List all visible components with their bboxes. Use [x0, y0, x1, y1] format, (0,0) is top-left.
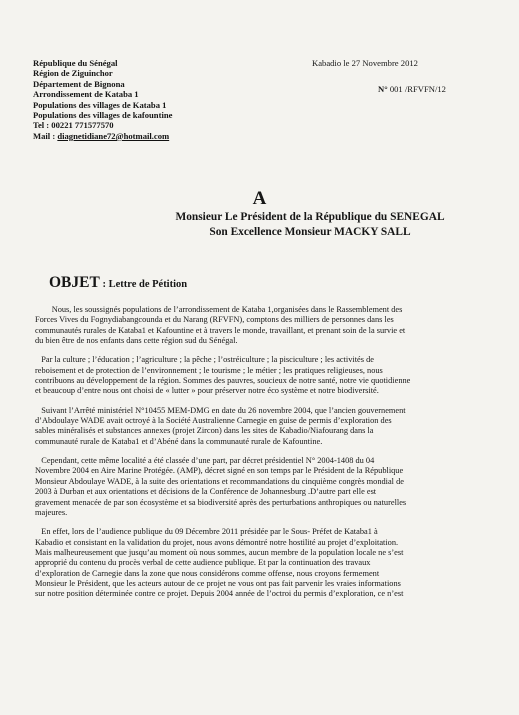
recipient-a: A — [252, 188, 267, 209]
sender-mail — [33, 131, 172, 141]
letter-date: Kabadio le 27 Novembre 2012 — [312, 58, 418, 68]
body-line: communauté rurale de Kataba1 et d’Abéné dans la communauté rurale de Kafountine. — [35, 436, 323, 446]
mail-label: Mail : — [33, 130, 58, 141]
recipient-line-2: Son Excellence Monsieur MACKY SALL — [209, 225, 411, 238]
reference-number: 001 /RFVFN/12 — [389, 84, 446, 94]
sender-phone: Tel : 00221 771577570 — [33, 120, 114, 131]
body-line: Monsieur le Président, que les acteurs autour de ce projet ne vous ont pas fait parvenir les vraies informations — [35, 578, 401, 588]
recipient-block — [140, 210, 480, 239]
body-line: Forces Vives du Fognydiabangcounda et du Narang (RFVFN), comptons des milliers de personnes dans les — [35, 315, 394, 325]
body-line: Mais malheureusement que jusqu’au moment où nous sommes, aucun membre de la population locale ne s’est — [35, 547, 404, 557]
body-line: contribuons au développement de la région. Sommes des pauvres, soucieux de notre santé, notre vie quotidienne — [35, 376, 411, 386]
subject-label: OBJET — [49, 274, 100, 291]
body-paragraph — [35, 305, 487, 346]
sender-line: Populations des villages de Kataba 1 — [33, 99, 167, 110]
subject-line — [49, 274, 187, 292]
body-paragraph — [35, 527, 487, 599]
body-paragraph — [35, 406, 487, 447]
body-paragraph — [35, 355, 487, 396]
body-line: Novembre 2004 en Aire Marine Protégée. (AMP), décret signé en son temps par le Président de la République — [35, 466, 404, 476]
sender-address-block — [33, 58, 172, 141]
sender-line: Département de Bignona — [33, 78, 125, 89]
body-line: Nous, les soussignés populations de l’arrondissement de Kataba 1,organisées dans le Rassemblement des — [35, 305, 403, 314]
letter-body — [35, 305, 487, 600]
body-line: 2003 à Durban et aux orientations et décisions de la Conférence de Johannesburg .D’autre part elle est — [35, 487, 377, 497]
body-line: Kabadio et consistant en la validation du projet, nous avons démontré notre hostilité au projet d’exploitation. — [35, 537, 399, 547]
reference-prefix: N° — [378, 84, 388, 94]
body-line: et beaucoup d’entre nous ont choisi de « lutter » pour préserver notre éco système et notre biodiversité. — [35, 386, 379, 396]
sender-line: Région de Ziguinchor — [33, 68, 113, 79]
body-paragraph — [35, 456, 487, 518]
sender-line: Arrondissement de Kataba 1 — [33, 89, 139, 100]
body-line: gravement menacée de par son écosystème et sa biodiversité après des perturbations anthropiques ou naturelles — [35, 497, 407, 507]
body-line: Cependant, cette même localité a été classée d’une part, par décret présidentiel N° 2004-1408 du 04 — [35, 456, 375, 466]
body-line: d’exploration de Carnegie dans la zone que nous considérons comme offense, nous croyons fermement — [35, 568, 380, 578]
letter-reference — [378, 84, 446, 94]
body-line: reboisement et de protection de l’environnement ; le tourisme ; le métier ; les pratiques religieuses, nous — [35, 365, 383, 375]
body-line: d’Abdoulaye WADE avait octroyé à la Société Australienne Carnegie en guise de permis d’exploration des — [35, 416, 392, 426]
body-line: sables minéralisés et substances annexes (projet Zircon) dans les sites de Kabadio/Niafourang dans la — [35, 426, 374, 436]
mail-address-link[interactable]: diagnetidiane72@hotmail.com — [57, 130, 170, 141]
sender-line: République du Sénégal — [33, 58, 118, 68]
body-line: Monsieur Abdoulaye WADE, à la suite des orientations et recommandations du cinquième congrès mondial de — [35, 476, 404, 486]
body-line: communautés rurales de Kataba1 et Kafountine et à travers le monde, travaillant, et prenant soin de la survie et — [35, 325, 406, 335]
body-line: du bien être de nos enfants dans cette région sud du Sénégal. — [35, 336, 238, 346]
body-line: approprié du contenu du procès verbal de cette audience publique. Et par la continuation des travaux — [35, 558, 371, 568]
body-line: sur notre position déterminée contre ce projet. Depuis 2004 année de l’octroi du permis d’exploration, ce n’est — [35, 589, 404, 599]
subject-separator: : — [99, 279, 109, 290]
subject-value: Lettre de Pétition — [108, 279, 188, 290]
sender-line: Populations des villages de kafountine — [33, 110, 173, 121]
body-line: majeures. — [35, 507, 68, 517]
body-line: Suivant l’Arrêté ministériel N°10455 MEM-DMG en date du 26 novembre 2004, que l’ancien gouvernement — [35, 405, 406, 415]
recipient-line-1: Monsieur Le Président de la République du SENEGAL — [175, 211, 445, 223]
body-line: Par la culture ; l’éducation ; l’agriculture ; la pêche ; l’ostréiculture ; la pisciculture ; les activités de — [35, 355, 374, 365]
body-line: En effet, lors de l’audience publique du 09 Décembre 2011 présidée par le Sous- Préfet de Kataba1 à — [35, 527, 378, 537]
